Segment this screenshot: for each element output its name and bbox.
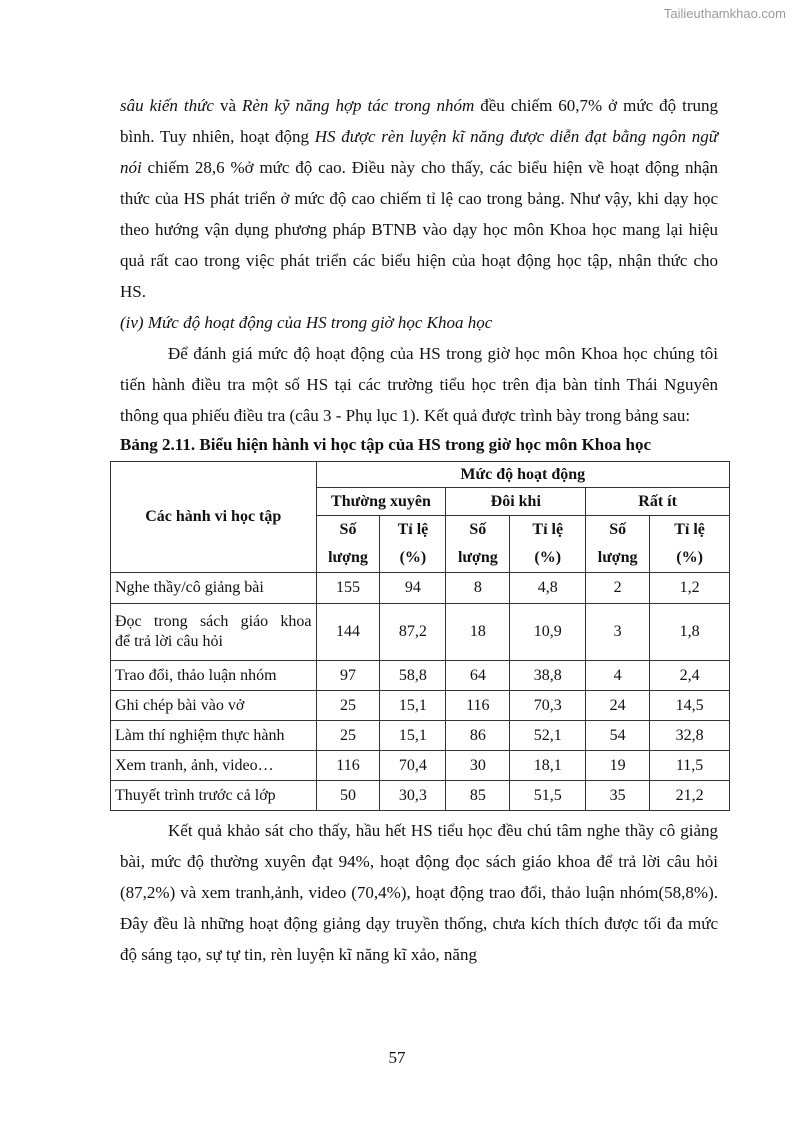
cell-value: 52,1 — [510, 721, 586, 751]
cell-value: 1,2 — [650, 573, 730, 604]
cell-value: 25 — [316, 721, 380, 751]
cell-value: 1,8 — [650, 604, 730, 661]
table-row — [111, 691, 730, 721]
header-group-often: Thường xuyên — [316, 488, 446, 516]
row-label-line1: Đọc trong sách giáo khoa — [115, 613, 312, 630]
cell-value: 87,2 — [380, 604, 446, 661]
cell-value: 58,8 — [380, 661, 446, 691]
text-run-2: đều chiếm 60,7% ở mức độ trung bình. Tuy nhiên, hoạt động — [120, 96, 718, 146]
header-percent — [650, 516, 730, 573]
page-number: 57 — [388, 1048, 406, 1067]
table-row — [111, 751, 730, 781]
cell-value: 50 — [316, 781, 380, 811]
italic-phrase-3: HS được rèn luyện kĩ năng được diễn đạt bằng ngôn ngữ nói — [120, 127, 718, 177]
header-percent-line2: (%) — [676, 549, 703, 566]
header-count-line1: Số — [609, 521, 627, 538]
cell-value: 15,1 — [380, 691, 446, 721]
text-run-3: chiếm 28,6 %ở mức độ cao. Điều này cho thấy, các biểu hiện về hoạt động nhận thức của HS phát triển ở mức độ cao chiếm tỉ lệ cao trong bảng. Như vậy, khi dạy học theo hướng vận dụng phương pháp BTNB vào dạy học môn Khoa học mang lại hiệu quả rất cao trong việc phát triển các biểu hiện của hoạt động học tập, nhận thức cho HS. — [120, 158, 718, 301]
cell-value: 18,1 — [510, 751, 586, 781]
header-count — [586, 516, 650, 573]
cell-value: 11,5 — [650, 751, 730, 781]
header-percent — [510, 516, 586, 573]
row-label — [111, 604, 317, 661]
table-row — [111, 721, 730, 751]
cell-value: 10,9 — [510, 604, 586, 661]
cell-value: 116 — [446, 691, 510, 721]
behavior-table — [110, 461, 730, 811]
header-percent-line1: Tỉ lệ — [674, 521, 705, 538]
italic-phrase-2: Rèn kỹ năng hợp tác trong nhóm — [241, 96, 475, 115]
cell-value: 32,8 — [650, 721, 730, 751]
header-count — [446, 516, 510, 573]
header-count-line2: lượng — [597, 549, 638, 566]
text-run-1: và — [213, 96, 242, 115]
header-count-line1: Số — [469, 521, 487, 538]
row-label: Ghi chép bài vào vở — [111, 691, 317, 721]
cell-value: 4,8 — [510, 573, 586, 604]
table-row — [111, 661, 730, 691]
section-heading — [120, 307, 718, 338]
header-percent-line1: Tỉ lệ — [532, 521, 564, 538]
row-label-line2: để trả lời câu hỏi — [115, 633, 223, 650]
cell-value: 144 — [316, 604, 380, 661]
header-count — [316, 516, 380, 573]
cell-value: 70,3 — [510, 691, 586, 721]
cell-value: 64 — [446, 661, 510, 691]
cell-value: 3 — [586, 604, 650, 661]
cell-value: 4 — [586, 661, 650, 691]
cell-value: 54 — [586, 721, 650, 751]
table-row — [111, 604, 730, 661]
cell-value: 19 — [586, 751, 650, 781]
header-percent-line2: (%) — [399, 549, 427, 566]
cell-value: 30 — [446, 751, 510, 781]
table-row — [111, 781, 730, 811]
cell-value: 35 — [586, 781, 650, 811]
cell-value: 24 — [586, 691, 650, 721]
cell-value: 14,5 — [650, 691, 730, 721]
paragraph-results: Kết quả khảo sát cho thấy, hầu hết HS tiểu học đều chú tâm nghe thầy cô giảng bài, mức độ thường xuyên đạt 94%, hoạt động đọc sách giáo khoa để trả lời câu hỏi (87,2%) và xem tranh,ảnh, video (70,4%), hoạt động trao đổi, thảo luận nhóm(58,8%). Đây đều là những hoạt động giảng dạy truyền thống, chưa kích thích được tối đa mức độ sáng tạo, sự tự tin, rèn luyện kĩ năng kĩ xảo, năng — [120, 821, 718, 964]
cell-value: 94 — [380, 573, 446, 604]
row-label: Trao đổi, thảo luận nhóm — [111, 661, 317, 691]
cell-value: 86 — [446, 721, 510, 751]
cell-value: 21,2 — [650, 781, 730, 811]
cell-value: 38,8 — [510, 661, 586, 691]
cell-value: 8 — [446, 573, 510, 604]
cell-value: 51,5 — [510, 781, 586, 811]
row-label: Xem tranh, ảnh, video… — [111, 751, 317, 781]
row-label: Nghe thầy/cô giảng bài — [111, 573, 317, 604]
table-row — [111, 573, 730, 604]
header-percent — [380, 516, 446, 573]
paragraph-intro — [120, 90, 718, 307]
row-label: Thuyết trình trước cả lớp — [111, 781, 317, 811]
cell-value: 2 — [586, 573, 650, 604]
cell-value: 116 — [316, 751, 380, 781]
header-count-line2: lượng — [328, 549, 368, 566]
watermark: Tailieuthamkhao.com — [663, 6, 786, 21]
header-group-rarely: Rất ít — [586, 488, 730, 516]
header-percent-line1: Tỉ lệ — [397, 521, 429, 538]
table-title: Bảng 2.11. Biểu hiện hành vi học tập của HS trong giờ học môn Khoa học — [120, 435, 652, 454]
header-percent-line2: (%) — [534, 549, 562, 566]
header-group-sometimes: Đôi khi — [446, 488, 586, 516]
cell-value: 70,4 — [380, 751, 446, 781]
header-activity-level: Mức độ hoạt động — [316, 462, 729, 488]
header-count-line2: lượng — [457, 549, 498, 566]
italic-phrase-1: sâu kiến thức — [120, 96, 214, 115]
document-body — [115, 90, 718, 970]
section-heading-text: (iv) Mức độ hoạt động của HS trong giờ học Khoa học — [120, 313, 493, 332]
cell-value: 15,1 — [380, 721, 446, 751]
cell-value: 18 — [446, 604, 510, 661]
row-label: Làm thí nghiệm thực hành — [111, 721, 317, 751]
paragraph-method: Để đánh giá mức độ hoạt động của HS trong giờ học môn Khoa học chúng tôi tiến hành điều tra một số HS tại các trường tiểu học trên địa bàn tỉnh Thái Nguyên thông qua phiếu điều tra (câu 3 - Phụ lục 1). Kết quả được trình bày trong bảng sau: — [120, 344, 718, 425]
cell-value: 155 — [316, 573, 380, 604]
cell-value: 97 — [316, 661, 380, 691]
header-behaviors: Các hành vi học tập — [111, 462, 317, 573]
cell-value: 2,4 — [650, 661, 730, 691]
cell-value: 30,3 — [380, 781, 446, 811]
cell-value: 25 — [316, 691, 380, 721]
cell-value: 85 — [446, 781, 510, 811]
header-count-line1: Số — [339, 521, 357, 538]
